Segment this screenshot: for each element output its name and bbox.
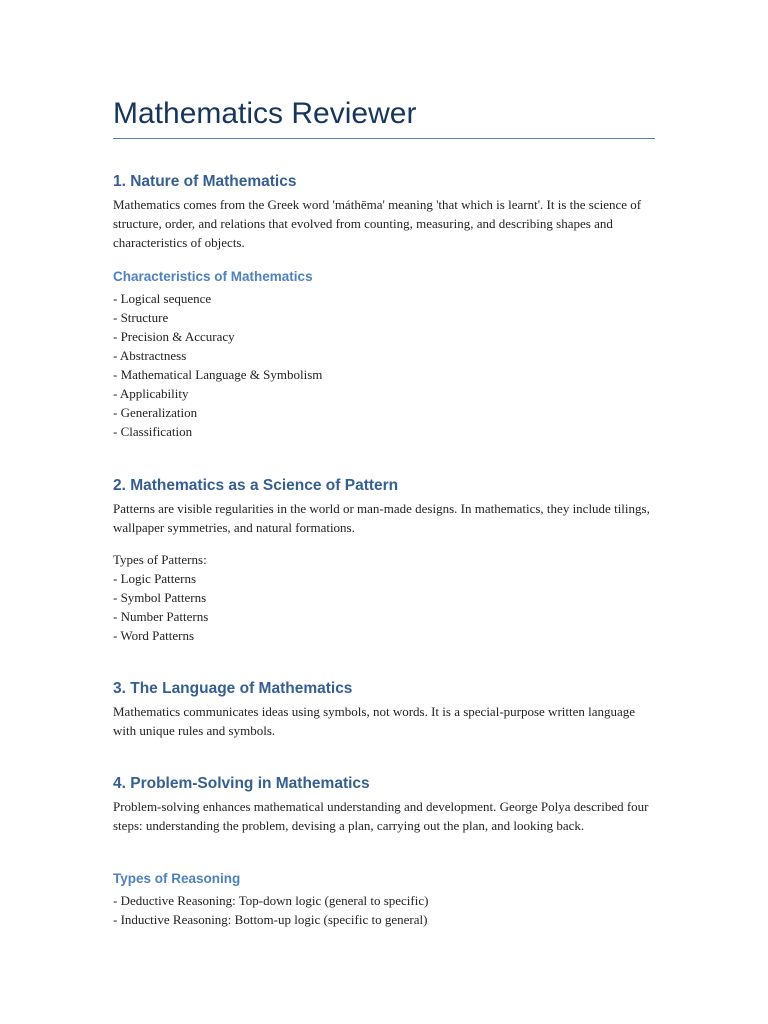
- list-item: - Abstractness: [113, 348, 187, 363]
- section-science-of-pattern: [113, 475, 655, 537]
- list-item: - Logical sequence: [113, 291, 212, 306]
- list-intro: Types of Patterns:: [113, 552, 207, 567]
- list-item: - Applicability: [113, 386, 189, 401]
- list-item: - Precision & Accuracy: [113, 329, 235, 344]
- list-item: - Structure: [113, 310, 169, 325]
- list-item: - Generalization: [113, 405, 198, 420]
- reasoning-list: [113, 891, 655, 929]
- list-item: - Word Patterns: [113, 628, 195, 643]
- subsection-heading: Characteristics of Mathematics: [113, 269, 313, 284]
- types-of-patterns-list: [113, 550, 655, 645]
- section-body: Mathematics communicates ideas using symbols, not words. It is a special-purpose written language with unique rules and symbols.: [113, 704, 636, 738]
- list-item: - Logic Patterns: [113, 571, 197, 586]
- section-heading: 1. Nature of Mathematics: [113, 173, 297, 190]
- section-nature-of-mathematics: [113, 171, 655, 252]
- section-body: Mathematics comes from the Greek word 'máthēma' meaning 'that which is learnt'. It is the science of structure, order, and relations that evolved from counting, measuring, and describing shapes and characteristics of objects.: [113, 197, 642, 250]
- list-item: - Deductive Reasoning: Top-down logic (general to specific): [113, 893, 429, 908]
- section-heading: 4. Problem-Solving in Mathematics: [113, 775, 370, 792]
- section-heading: 3. The Language of Mathematics: [113, 680, 353, 697]
- section-problem-solving: [113, 773, 655, 835]
- section-heading: 2. Mathematics as a Science of Pattern: [113, 477, 399, 494]
- types-of-reasoning-subsection: [113, 869, 655, 929]
- subsection-heading: Types of Reasoning: [113, 871, 241, 886]
- characteristics-subsection: [113, 267, 655, 441]
- title-underline: [113, 138, 655, 139]
- list-item: - Inductive Reasoning: Bottom-up logic (specific to general): [113, 912, 428, 927]
- list-item: - Symbol Patterns: [113, 590, 207, 605]
- list-item: - Classification: [113, 424, 193, 439]
- section-body: Problem-solving enhances mathematical understanding and development. George Polya described four steps: understanding the problem, devising a plan, carrying out the plan, and looking back.: [113, 799, 649, 833]
- characteristics-list: [113, 289, 655, 441]
- section-language-of-mathematics: [113, 678, 655, 740]
- page-title: Mathematics Reviewer: [113, 97, 417, 130]
- list-item: - Number Patterns: [113, 609, 209, 624]
- section-body: Patterns are visible regularities in the world or man-made designs. In mathematics, they include tilings, wallpaper symmetries, and natural formations.: [113, 501, 650, 535]
- list-item: - Mathematical Language & Symbolism: [113, 367, 323, 382]
